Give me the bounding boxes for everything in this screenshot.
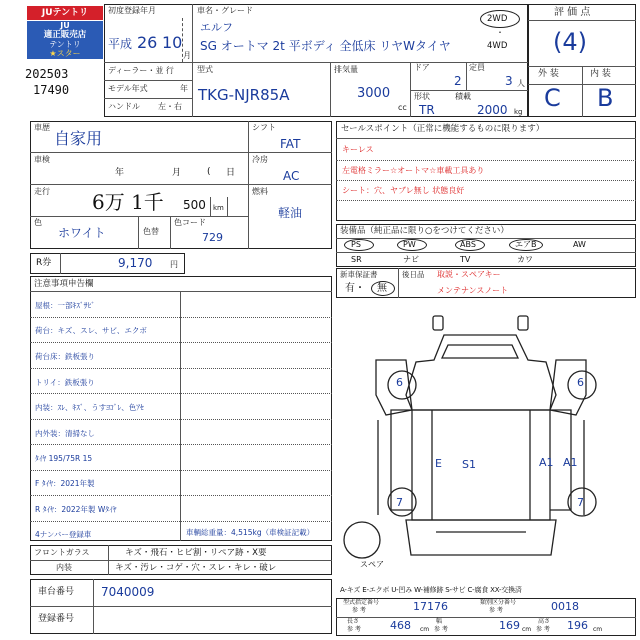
gross-weight-note: 車輌総重量：4,515kg（車検証記載）: [186, 528, 315, 537]
first-registration-label: 初度登録年月: [108, 6, 156, 15]
color-value: ホワイト: [58, 226, 106, 240]
registration-era: 平成: [108, 37, 133, 51]
category-number: 0018: [551, 600, 579, 613]
equip-airbag: エアB: [515, 240, 537, 249]
logo-mark: JU: [60, 21, 70, 30]
type-designation-label: 型式指定番号: [343, 599, 380, 606]
diagram-mark-8: 7: [577, 496, 584, 509]
fuel-value: 軽油: [278, 206, 303, 220]
logo-top-banner: JUテントリ: [27, 6, 103, 20]
ownership-value: 自家用: [54, 129, 103, 148]
sales-point-2: 左電格ミラー☆オートマ☆車載工具あり: [342, 166, 485, 175]
note-5: 内装：ｽﾚ、ｷｽﾞ、うすﾖｺﾞﾚ、色ｱｾ: [35, 403, 144, 412]
shift-value: FAT: [280, 137, 301, 151]
type-label: 型式: [197, 65, 213, 74]
registration-number-label: 登録番号: [38, 614, 75, 624]
windshield-value: キズ・飛石・ヒビ割・リペア跡・X要: [125, 548, 267, 558]
capacity-value: 3: [505, 74, 513, 88]
door-label: ドア: [414, 63, 430, 72]
lot-line1: 202503: [25, 67, 69, 81]
maintenance-note: メンテナンスノート: [437, 286, 509, 295]
later-items-label: 後日品: [402, 270, 425, 279]
note-9: R ﾀｲﾔ：2022年製 Wﾀｲﾔ: [35, 505, 117, 514]
drive-4wd: 4WD: [487, 41, 508, 51]
note-3: 荷台床：鉄板張り: [35, 352, 95, 361]
inspection-month: 月: [172, 168, 182, 178]
inspection-label: 車検: [34, 155, 50, 164]
notes-title: 注意事項申告欄: [34, 279, 94, 289]
logo-line2: テントリ: [49, 40, 81, 49]
interior-cond-label: 内装: [56, 563, 72, 572]
model-year-label: モデル年式: [108, 84, 148, 93]
color-code-value: 729: [202, 231, 223, 244]
diagram-mark-4: S1: [462, 458, 476, 471]
height-unit: cm: [593, 626, 603, 633]
windshield-label: フロントガラス: [34, 548, 90, 557]
width-value: 169: [499, 619, 520, 632]
grade-label: 評 価 点: [554, 7, 591, 18]
diagram-mark-5: A1: [539, 456, 554, 469]
note-1: 屋根：一部ｷｽﾞｻﾋﾞ: [35, 301, 95, 310]
later-items-value: 取説・スペアキー: [437, 270, 501, 279]
note-8: F ﾀｲﾔ：2021年製: [35, 479, 95, 488]
width-label: 幅: [436, 618, 443, 625]
note-4: トリイ：鉄板張り: [35, 378, 95, 387]
chassis-number: 7040009: [101, 585, 155, 599]
note-divider: [30, 495, 332, 496]
equip-pw: PW: [403, 240, 416, 249]
load-value: 2000: [477, 103, 508, 117]
displacement-unit: cc: [398, 103, 407, 112]
fuel-label: 燃料: [252, 187, 268, 196]
recycle-ticket-value: 9,170: [118, 256, 153, 270]
door-value: 2: [454, 74, 462, 88]
interior-grade: B: [597, 84, 614, 112]
equip-aw: AW: [573, 240, 586, 249]
displacement-label: 排気量: [334, 65, 358, 74]
registration-year: 26: [137, 33, 158, 52]
logo-line1: 適正販売店: [43, 30, 87, 40]
interior-label: 内 装: [590, 69, 611, 79]
diagram-mark-6: A1: [563, 456, 578, 469]
shape-value: TR: [419, 103, 435, 117]
capacity-label: 定員: [469, 63, 485, 72]
equip-navi: ナビ: [403, 255, 419, 264]
recycle-ticket-box: [30, 253, 185, 274]
note-divider: [30, 470, 332, 471]
warranty-yes: 有・: [345, 283, 365, 294]
type-code: TKG-NJR85A: [198, 86, 290, 104]
warranty-label: 新車保証書: [340, 270, 378, 279]
shape-label: 形状: [414, 92, 430, 101]
recycle-ticket-unit: 円: [170, 260, 178, 269]
damage-legend: A-キズ E-エクボ U-凹み W-補修跡 S-サビ C-腐食 XX-交換済: [340, 586, 522, 594]
length-value: 468: [390, 619, 411, 632]
chassis-label: 車台番号: [38, 587, 75, 597]
shift-label: シフト: [252, 123, 276, 132]
equip-leather: カワ: [517, 255, 533, 264]
logo-line3: ★スター: [49, 49, 81, 58]
note-divider: [30, 317, 332, 318]
equip-sr: SR: [351, 255, 362, 264]
truck-diagram: [336, 300, 636, 580]
diagram-mark-7: 7: [396, 496, 403, 509]
ac-label: 冷房: [252, 155, 268, 164]
logo: [27, 21, 103, 59]
drive-dot: ・: [496, 28, 504, 37]
dealer-label: ディーラー・並 行: [108, 66, 174, 75]
handle-label: ハンドル: [108, 102, 140, 111]
note-2: 荷台：キズ、スレ、サビ、エクボ: [35, 326, 147, 335]
recycle-ticket-label: R券: [36, 258, 52, 268]
note-divider: [30, 444, 332, 445]
ownership-label: 車歴: [34, 123, 50, 132]
name-grade-label: 車名・グレード: [197, 6, 253, 15]
handle-value: 左・右: [158, 102, 182, 111]
color-code-label: 色コード: [174, 218, 206, 227]
equip-ps: PS: [351, 240, 361, 249]
length-unit: cm: [420, 626, 430, 633]
ac-value: AC: [283, 169, 300, 183]
diagram-mark-2: 6: [577, 376, 584, 389]
equip-tv: TV: [460, 255, 471, 264]
type-designation-number: 17176: [413, 600, 448, 613]
spare-label: スペア: [360, 560, 384, 569]
model-name: エルフ: [200, 21, 233, 34]
capacity-unit: 人: [517, 79, 525, 88]
drive-2wd: 2WD: [487, 14, 508, 24]
mileage-unit: km: [213, 204, 224, 212]
interior-cond-value: キズ・汚レ・コゲ・穴・スレ・キレ・破レ: [115, 563, 277, 573]
note-divider: [30, 342, 332, 343]
category-label: 類別区分番号: [480, 599, 517, 606]
mileage-small: 500: [183, 198, 206, 212]
width-unit: cm: [522, 626, 532, 633]
width-ref: 参 考: [434, 626, 448, 633]
height-value: 196: [567, 619, 588, 632]
load-label: 積載: [455, 92, 471, 101]
length-label: 長さ: [347, 618, 360, 625]
grade-text: SG オートマ 2t 平ボディ 全低床 リヤWタイヤ: [200, 39, 451, 53]
sales-points-title: セールスポイント（正常に機能するものに限ります）: [341, 124, 545, 134]
warranty-no: 無: [377, 283, 387, 294]
diagram-mark-1: 6: [396, 376, 403, 389]
note-divider: [30, 419, 332, 420]
inspection-day: 日: [226, 168, 236, 178]
mileage-value: 6万 1千: [92, 190, 164, 214]
note-divider: [30, 368, 332, 369]
note-6: 内外装：清掃なし: [35, 429, 95, 438]
lot-line2: 17490: [33, 83, 70, 97]
note-divider: [30, 393, 332, 394]
mileage-label: 走行: [34, 187, 50, 196]
height-label: 高さ: [538, 618, 551, 625]
category-ref: 参 考: [489, 607, 503, 614]
load-unit: kg: [514, 108, 523, 116]
exterior-grade: C: [544, 84, 561, 112]
equip-abs: ABS: [460, 240, 476, 249]
length-ref: 参 考: [347, 626, 361, 633]
registration-month: 10: [162, 33, 183, 52]
registration-month-unit: 月: [183, 51, 191, 60]
type-designation-ref: 参 考: [352, 607, 366, 614]
sales-point-1: キーレス: [342, 145, 374, 154]
note-10: 4ナンバー登録車: [35, 530, 92, 539]
overall-grade: (4): [553, 28, 587, 56]
inspection-year: 年: [115, 168, 125, 178]
sales-point-3: シート：穴、ヤブレ無し 状態良好: [342, 186, 465, 195]
note-divider: [30, 521, 332, 522]
color-label: 色: [34, 218, 42, 227]
height-ref: 参 考: [536, 626, 550, 633]
equipment-title: 装備品（純正品に限り○をつけてください）: [340, 226, 509, 236]
diagram-mark-3: E: [435, 457, 442, 470]
exterior-label: 外 装: [538, 69, 559, 79]
displacement-value: 3000: [357, 86, 391, 101]
note-7: ﾀｲﾔ 195/75R 15: [35, 454, 93, 463]
color-change-label: 色替: [143, 227, 159, 236]
model-year-unit: 年: [180, 84, 188, 93]
